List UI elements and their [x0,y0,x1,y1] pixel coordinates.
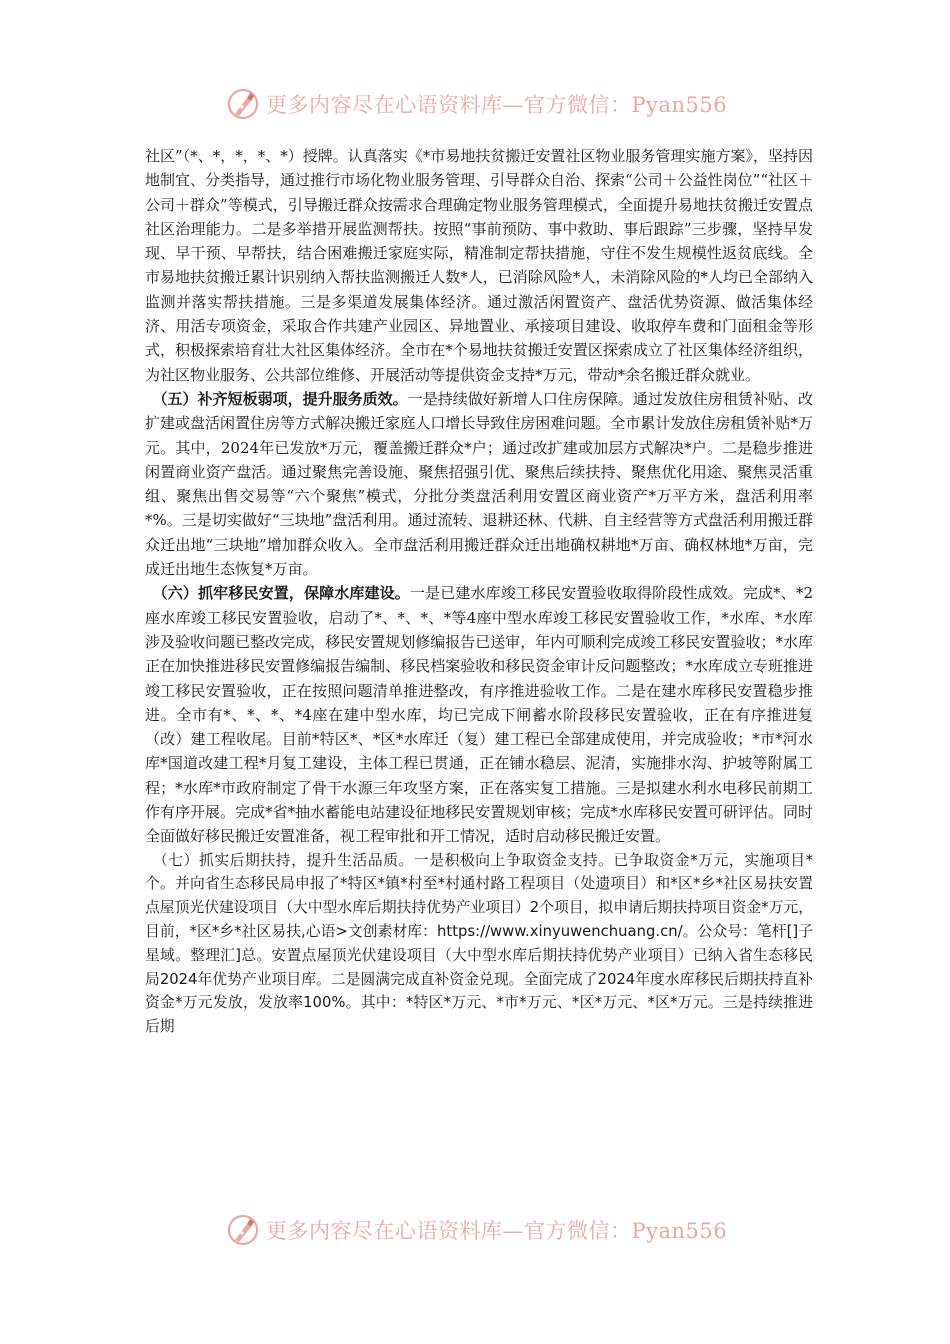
watermark-banner-bottom [226,1210,746,1250]
watermark-banner-top [226,84,746,124]
section-7-body: 一是积极向上争取资金支持。已争取资金*万元，实施项目*个。并向省生态移民局申报了*特区*镇*村至*村通村路工程项目（处遗项目）和*区*乡*社区易扶安置点屋顶光伏建设项目（大中型水库后期扶持优势产业项目）2个项目，拟申请后期扶持项目资金*万元，目前，*区*乡*社区易扶,心语>文创素材库：https://www.xinyuwenchuang.cn/。公众号：笔杆[]子星域。整理汇]总。安置点屋顶光伏建设项目（大中型水库后期扶持优势产业项目）已纳入省生态移民局2024年优势产业项目库。二是圆满完成直补资金兑现。全面完成了2024年度水库移民后期扶持直补资金*万元发放，发放率100%。其中：*特区*万元、*市*万元、*区*万元、*区*万元。三是持续推进后期 [145,851,813,1036]
section-6-body: 一是已建水库竣工移民安置验收取得阶段性成效。完成*、*2座水库竣工移民安置验收，启动了*、*、*、*等4座中型水库竣工移民安置验收工作，*水库、*水库涉及验收问题已整改完成，移民安置规划修编报告已送审，年内可顺利完成竣工移民安置验收；*水库正在加快推进移民安置修编报告编制、移民档案验收和移民资金审计反问题整改；*水库成立专班推进竣工移民安置验收，正在按照问题清单推进整改，有序推进验收工作。二是在建水库移民安置稳步推进。全市有*、*、*、*4座在建中型水库，均已完成下闸蓄水阶段移民安置验收，正在有序推进复（改）建工程收尾。目前*特区*、*区*水库迁（复）建工程已全部建成使用，并完成验收；*市*河水库*国道改建工程*月复工建设，主体工程已贯通，正在铺水稳层、泥清，实施排水沟、护坡等附属工程；*水库*市政府制定了骨干水源三年攻坚方案，正在落实复工措施。三是拟建水利水电移民前期工作有序开展。完成*省*抽水蓄能电站建设征地移民安置规划审核；完成*水库移民安置可研评估。同时全面做好移民搬迁安置准备，视工程审批和开工情况，适时启动移民搬迁安置。 [145,584,813,846]
section-5-body: 一是持续做好新增人口住房保障。通过发放住房租赁补贴、改扩建或盘活闲置住房等方式解决搬迁家庭人口增长导致住房困难问题。全市累计发放住房租赁补贴*万元。其中，2024年已发放*万元，覆盖搬迁群众*户；通过改扩建或加层方式解决*户。二是稳步推进闲置商业资产盘活。通过聚焦完善设施、聚焦招强引优、聚焦后续扶持、聚焦优化用途、聚焦灵活重组、聚焦出售交易等“六个聚焦”模式，分批分类盘活利用安置区商业资产*万平方米，盘活利用率*%。三是切实做好“三块地”盘活利用。通过流转、退耕还林、代耕、自主经营等方式盘活利用搬迁群众迁出地“三块地”增加群众收入。全市盘活利用搬迁群众迁出地确权耕地*万亩、确权林地*万亩，完成迁出地生态恢复*万亩。 [145,389,813,579]
section-7-heading: （七）抓实后期扶持，提升生活品质。 [160,851,414,869]
paragraph-section-6 [145,581,813,848]
pen-nib-logo-icon [226,1213,260,1247]
paragraph-community-governance: 社区”（*、*，*，*、*）授牌。认真落实《*市易地扶贫搬迁安置社区物业服务管理实施方案》，坚持因地制宜、分类指导，通过推行市场化物业服务管理、引导群众自治、探索“公司＋公益性岗位”“社区＋公司＋群众”等模式，引导搬迁群众按需求合理确定物业服务管理模式，全面提升易地扶贫搬迁安置点社区治理能力。二是多举措开展监测帮扶。按照“事前预防、事中救助、事后跟踪”三步骤，坚持早发现、早干预、早帮扶，结合困难搬迁家庭实际，精准制定帮扶措施，守住不发生规模性返贫底线。全市易地扶贫搬迁累计识别纳入帮扶监测搬迁人数*人，已消除风险*人，未消除风险的*人均已全部纳入监测并落实帮扶措施。三是多渠道发展集体经济。通过激活闲置资产、盘活优势资源、做活集体经济、用活专项资金，采取合作共建产业园区、异地置业、承接项目建设、收取停车费和门面租金等形式，积极探索培育壮大社区集体经济。全市在*个易地扶贫搬迁安置区探索成立了社区集体经济组织，为社区物业服务、公共部位维修、开展活动等提供资金支持*万元，带动*余名搬迁群众就业。 [145,147,814,384]
section-6-heading: （六）抓牢移民安置，保障水库建设。 [160,584,410,603]
watermark-text: 更多内容尽在心语资料库—官方微信：Pyan556 [266,1219,728,1243]
paragraph-section-5 [145,387,813,581]
section-5-heading: （五）补齐短板弱项，提升服务质效。 [160,389,408,408]
document-body [145,144,813,1039]
paragraph-section-7 [145,849,813,1039]
pen-nib-logo-icon [226,87,260,121]
watermark-text: 更多内容尽在心语资料库—官方微信：Pyan556 [266,93,728,117]
